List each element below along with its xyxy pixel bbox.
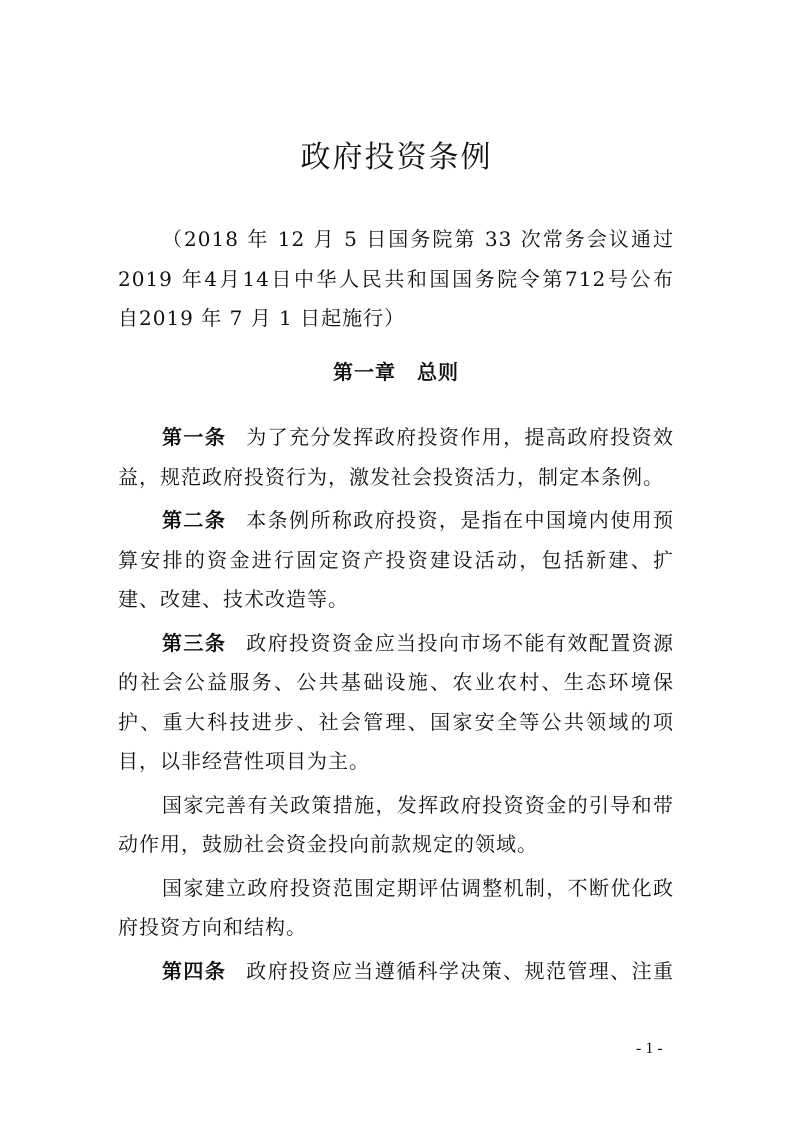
paragraph: 国家建立政府投资范围定期评估调整机制，不断优化政府投资方向和结构。 bbox=[118, 875, 674, 939]
article-text: 政府投资资金应当投向市场不能有效配置资源的社会公益服务、公共基础设施、农业农村、生态环境保护、重大科技进步、社会管理、国家安全等公共领域的项目，以非经营性项目为主。 bbox=[118, 630, 675, 773]
article-label: 第四条 bbox=[162, 958, 227, 983]
article-4 bbox=[118, 952, 674, 992]
article-3 bbox=[118, 624, 674, 782]
article-1 bbox=[118, 418, 674, 497]
article-text: 本条例所称政府投资，是指在中国境内使用预算安排的资金进行固定资产投资建设活动，包括新建、扩建、改建、技术改造等。 bbox=[118, 508, 675, 611]
article-label: 第三条 bbox=[162, 630, 227, 655]
preamble: （2018 年 12 月 5 日国务院第 33 次常务会议通过 2019 年4月14日中华人民共和国国务院令第712号公布 自2019 年 7 月 1 日起施行） bbox=[118, 227, 695, 330]
article-2 bbox=[118, 501, 674, 620]
article-text: 为了充分发挥政府投资作用，提高政府投资效益，规范政府投资行为，激发社会投资活力，制定本条例。 bbox=[118, 425, 675, 489]
chapter-heading: 第一章 总则 bbox=[333, 359, 459, 384]
page-number: - 1 - bbox=[636, 1040, 663, 1057]
document-body bbox=[118, 220, 695, 991]
paragraph: 国家完善有关政策措施，发挥政府投资资金的引导和带动作用，鼓励社会资金投向前款规定的领域。 bbox=[118, 792, 674, 856]
article-text: 政府投资应当遵循科学决策、规范管理、注重 bbox=[246, 958, 675, 983]
article-label: 第一条 bbox=[162, 425, 227, 449]
article-label: 第二条 bbox=[162, 508, 227, 532]
document-title: 政府投资条例 bbox=[300, 140, 493, 175]
